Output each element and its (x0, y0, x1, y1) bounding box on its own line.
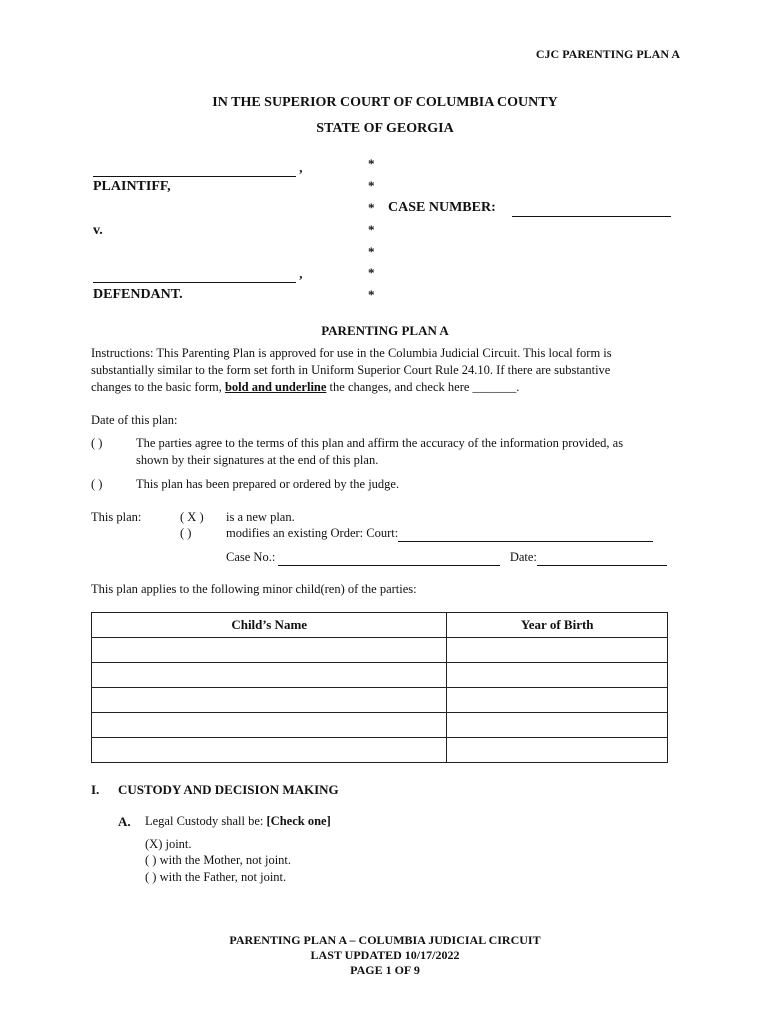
case-number-label: CASE NUMBER: (388, 200, 496, 215)
date-label: Date: (509, 550, 537, 564)
judge-text: This plan has been prepared or ordered by the judge. (136, 477, 400, 491)
caption-star: * (368, 200, 375, 215)
table-row (92, 688, 668, 713)
child-name-cell[interactable] (92, 713, 447, 738)
date-field[interactable] (537, 550, 667, 566)
form-id: CJC PARENTING PLAN A (535, 47, 680, 61)
comma: , (299, 266, 303, 281)
year-of-birth-header: Year of Birth (447, 613, 668, 638)
year-of-birth-cell[interactable] (447, 713, 668, 738)
custody-choice-mother[interactable]: ( ) with the Mother, not joint. (145, 853, 292, 867)
modify-plan-line (226, 526, 653, 542)
caption-star: * (368, 244, 375, 259)
caption-star: * (368, 287, 375, 302)
subsection-letter: A. (118, 814, 131, 829)
table-row (92, 738, 668, 763)
court-field[interactable] (398, 526, 653, 542)
plan-title: PARENTING PLAN A (321, 323, 449, 338)
court-state: STATE OF GEORGIA (316, 121, 454, 136)
plaintiff-label: PLAINTIFF, (93, 179, 171, 194)
new-plan-checkbox[interactable]: ( X ) (180, 510, 204, 524)
bold-underline-text: bold and underline (224, 380, 327, 394)
table-row (92, 713, 668, 738)
table-header-row (92, 613, 668, 638)
child-name-header: Child’s Name (92, 613, 447, 638)
child-name-cell[interactable] (92, 638, 447, 663)
agree-text-line-1: The parties agree to the terms of this plan and affirm the accuracy of the information provided, as (136, 436, 624, 450)
comma: , (299, 160, 303, 175)
child-name-cell[interactable] (92, 738, 447, 763)
caption-star: * (368, 265, 375, 280)
year-of-birth-cell[interactable] (447, 738, 668, 763)
section-title: CUSTODY AND DECISION MAKING (118, 782, 339, 797)
child-name-cell[interactable] (92, 688, 447, 713)
instructions-text: the changes, and check here _______. (326, 380, 520, 394)
versus-label: v. (93, 223, 103, 238)
applies-text: This plan applies to the following minor child(ren) of the parties: (91, 582, 417, 596)
custody-choice-father[interactable]: ( ) with the Father, not joint. (145, 870, 287, 884)
defendant-name-line[interactable] (93, 266, 303, 283)
instructions-text: changes to the basic form, (91, 380, 225, 394)
judge-checkbox[interactable]: ( ) (91, 477, 103, 491)
plaintiff-name-field[interactable] (93, 160, 296, 177)
custody-choice-joint[interactable]: (X) joint. (145, 837, 192, 851)
year-of-birth-cell[interactable] (447, 638, 668, 663)
defendant-label: DEFENDANT. (93, 287, 183, 302)
caption-star: * (368, 178, 375, 193)
date-of-plan-label: Date of this plan: (91, 413, 178, 427)
agree-text-line-2: shown by their signatures at the end of this plan. (136, 453, 379, 467)
section-number: I. (91, 782, 100, 797)
court-name: IN THE SUPERIOR COURT OF COLUMBIA COUNTY (212, 95, 558, 110)
instructions-line-2: substantially similar to the form set forth in Uniform Superior Court Rule 24.10. If there are substantive (91, 363, 611, 377)
case-number-line[interactable] (512, 200, 671, 217)
case-no-label: Case No.: (226, 550, 276, 564)
instructions-line-3 (91, 380, 519, 395)
modify-plan-checkbox[interactable]: ( ) (180, 526, 192, 540)
new-plan-text: is a new plan. (226, 510, 295, 524)
this-plan-label: This plan: (91, 510, 142, 524)
case-no-field[interactable] (278, 550, 500, 566)
modify-plan-text: modifies an existing Order: Court: (226, 526, 399, 540)
footer-line-2: LAST UPDATED 10/17/2022 (310, 948, 460, 962)
check-one-text: [Check one] (266, 814, 331, 828)
year-of-birth-cell[interactable] (447, 663, 668, 688)
table-row (92, 663, 668, 688)
agree-checkbox[interactable]: ( ) (91, 436, 103, 450)
child-name-cell[interactable] (92, 663, 447, 688)
children-table (91, 612, 668, 763)
page-number: PAGE 1 OF 9 (350, 963, 420, 977)
table-row (92, 638, 668, 663)
footer-line-1: PARENTING PLAN A – COLUMBIA JUDICIAL CIRCUIT (229, 933, 541, 947)
year-of-birth-cell[interactable] (447, 688, 668, 713)
instructions-line-1: Instructions: This Parenting Plan is approved for use in the Columbia Judicial Circuit. This local form is (91, 346, 612, 360)
caption-star: * (368, 156, 375, 171)
plaintiff-name-line[interactable] (93, 160, 303, 177)
defendant-name-field[interactable] (93, 266, 296, 283)
legal-custody-text: Legal Custody shall be: (145, 814, 267, 828)
legal-custody-line (145, 814, 331, 829)
case-date-line (226, 550, 667, 566)
caption-star: * (368, 222, 375, 237)
case-number-field[interactable] (512, 200, 671, 217)
